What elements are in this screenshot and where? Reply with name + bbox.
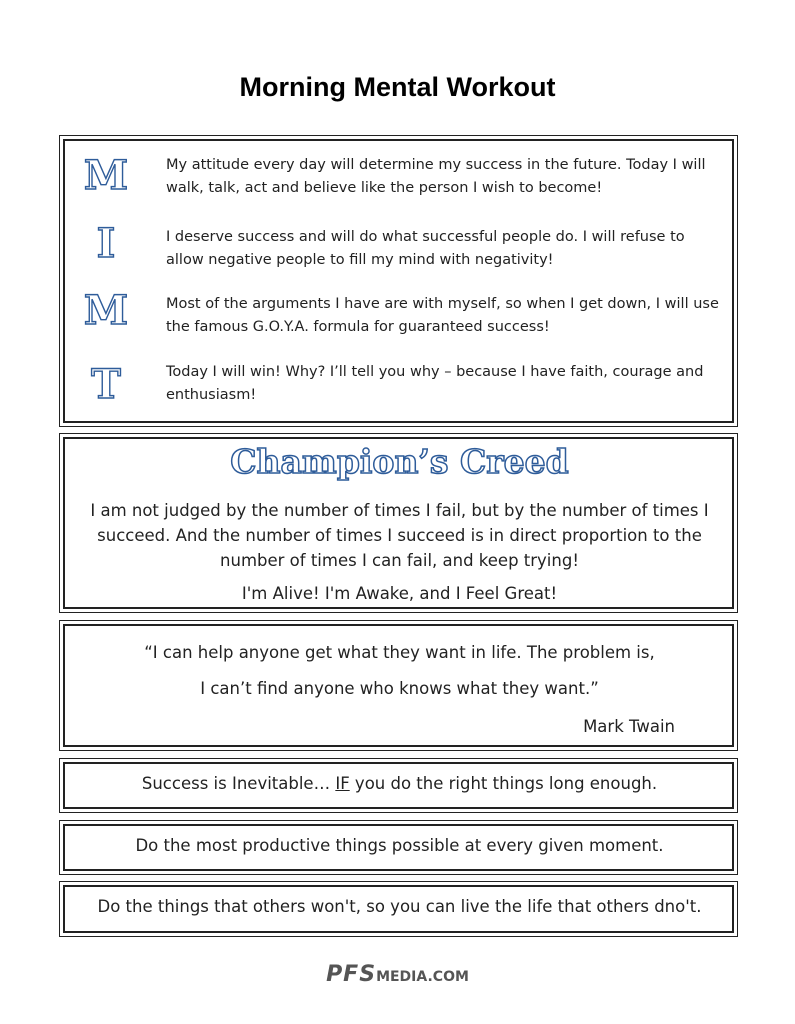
saying-productive: Do the most productive things possible at every given moment. bbox=[135, 836, 664, 855]
quote-box bbox=[59, 620, 738, 751]
creed-motto: I'm Alive! I'm Awake, and I Feel Great! bbox=[241, 584, 558, 603]
creed-title: Champion’s Creed bbox=[230, 442, 569, 481]
saying-success-before: Success is Inevitable… bbox=[141, 774, 336, 793]
saying-box-others bbox=[59, 881, 738, 937]
page-title: Morning Mental Workout bbox=[239, 72, 556, 102]
creed-box bbox=[59, 433, 738, 613]
saying-box-productive bbox=[59, 820, 738, 875]
saying-success bbox=[60, 774, 739, 793]
creed-text: I am not judged by the number of times I fail, but by the number of times I succeed. And the number of times I succeed is in direct proportion to the number of times I can fail, and keep trying! bbox=[90, 501, 709, 570]
logo-media-text: MEDIA.COM bbox=[376, 969, 469, 985]
mimt-letter: M bbox=[83, 287, 129, 334]
mimt-text: I deserve success and will do what successful people do. I will refuse to allow negative people to fill my mind with negativity! bbox=[166, 229, 685, 268]
mimt-text: Most of the arguments I have are with myself, so when I get down, I will use the famous G.O.Y.A. formula for guaranteed success! bbox=[166, 296, 719, 335]
quote-author: Mark Twain bbox=[583, 717, 675, 736]
saying-success-if: IF bbox=[335, 774, 350, 793]
quote-line-2: I can’t find anyone who knows what they want.” bbox=[200, 679, 599, 698]
mimt-letter: T bbox=[91, 361, 121, 408]
saying-box-success bbox=[59, 758, 738, 813]
saying-others: Do the things that others won't, so you can live the life that others dno't. bbox=[97, 897, 702, 916]
mimt-text: My attitude every day will determine my success in the future. Today I will walk, talk, act and believe like the person I wish to become! bbox=[166, 157, 706, 196]
saying-success-after: you do the right things long enough. bbox=[349, 774, 658, 793]
mimt-letter: M bbox=[83, 152, 129, 199]
mimt-text: Today I will win! Why? I’ll tell you why – because I have faith, courage and enthusiasm! bbox=[166, 364, 704, 403]
pfs-media-logo bbox=[0, 962, 795, 987]
mimt-box bbox=[59, 135, 738, 427]
quote-line-1: “I can help anyone get what they want in life. The problem is, bbox=[144, 643, 655, 662]
mimt-letter: I bbox=[96, 220, 116, 267]
logo-pfs-text: PFS bbox=[326, 962, 377, 987]
